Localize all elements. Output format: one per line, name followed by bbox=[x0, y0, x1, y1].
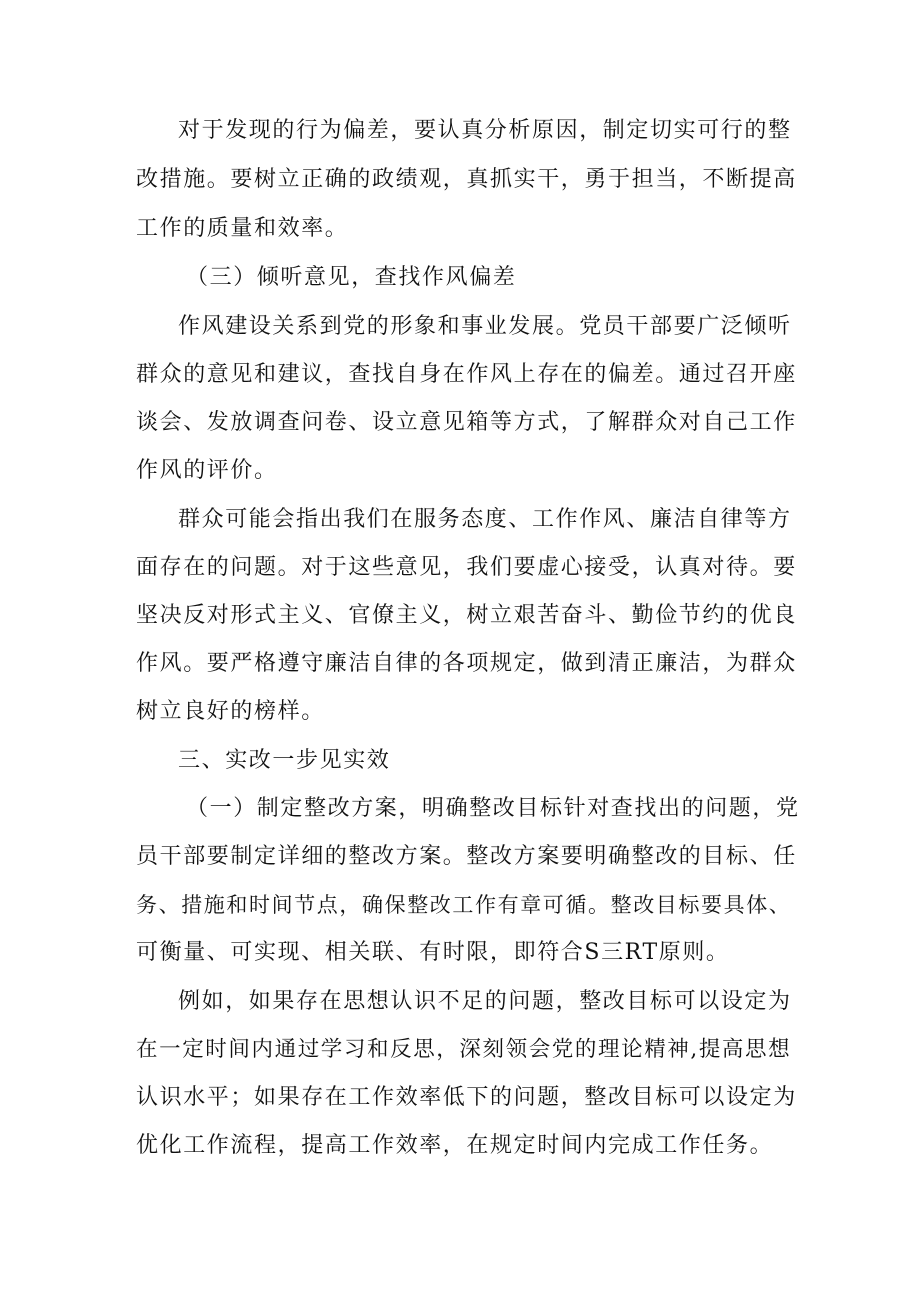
paragraph-2-line-3: 谈会、发放调查问卷、设立意见箱等方式，了解群众对自己工作 bbox=[136, 410, 797, 435]
paragraph-5-line-3: 认识水平；如果存在工作效率低下的问题，整改目标可以设定为 bbox=[136, 1085, 797, 1110]
paragraph-5-line-1: 例如，如果存在思想认识不足的问题，整改目标可以设定为 bbox=[178, 989, 792, 1014]
paragraph-4-line-3: 务、措施和时间节点，确保整改工作有章可循。整改目标要具体、 bbox=[136, 893, 792, 917]
paragraph-2-line-4: 作风的评价。 bbox=[136, 458, 278, 483]
section-heading: 三、实改一步见实效 bbox=[178, 748, 391, 773]
paragraph-1-line-1: 对于发现的行为偏差，要认真分析原因，制定切实可行的整 bbox=[178, 118, 792, 143]
paragraph-5-line-4: 优化工作流程，提高工作效率，在规定时间内完成工作任务。 bbox=[136, 1133, 774, 1158]
paragraph-1-line-2: 改措施。要树立正确的政绩观，真抓实干，勇于担当，不断提高 bbox=[136, 167, 797, 192]
paragraph-5-line-2: 在一定时间内通过学习和反思，深刻领会党的理论精神,提高思想 bbox=[136, 1037, 792, 1062]
paragraph-4-line-4: 可衡量、可实现、相关联、有时限，即符合S三RT原则。 bbox=[136, 940, 730, 965]
paragraph-3-line-3: 坚决反对形式主义、官僚主义，树立艰苦奋斗、勤俭节约的优良 bbox=[136, 603, 797, 628]
paragraph-4-line-1: （一）制定整改方案，明确整改目标针对查找出的问题，党 bbox=[186, 796, 800, 821]
paragraph-2-line-2: 群众的意见和建议，查找自身在作风上存在的偏差。通过召开座 bbox=[136, 362, 797, 387]
paragraph-3-line-4: 作风。要严格遵守廉洁自律的各项规定，做到清正廉洁，为群众 bbox=[136, 651, 797, 676]
paragraph-2-line-1: 作风建设关系到党的形象和事业发展。党员干部要广泛倾听 bbox=[178, 314, 792, 339]
paragraph-3-line-1: 群众可能会指出我们在服务态度、工作作风、廉洁自律等方 bbox=[178, 507, 792, 532]
paragraph-3-line-2: 面存在的问题。对于这些意见，我们要虚心接受，认真对待。要 bbox=[136, 555, 797, 580]
paragraph-4-line-2: 员干部要制定详细的整改方案。整改方案要明确整改的目标、任 bbox=[136, 844, 797, 869]
paragraph-3-line-5: 树立良好的榜样。 bbox=[136, 699, 325, 724]
subsection-heading-3: （三）倾听意见，查找作风偏差 bbox=[186, 265, 517, 290]
paragraph-1-line-3: 工作的质量和效率。 bbox=[136, 216, 349, 241]
